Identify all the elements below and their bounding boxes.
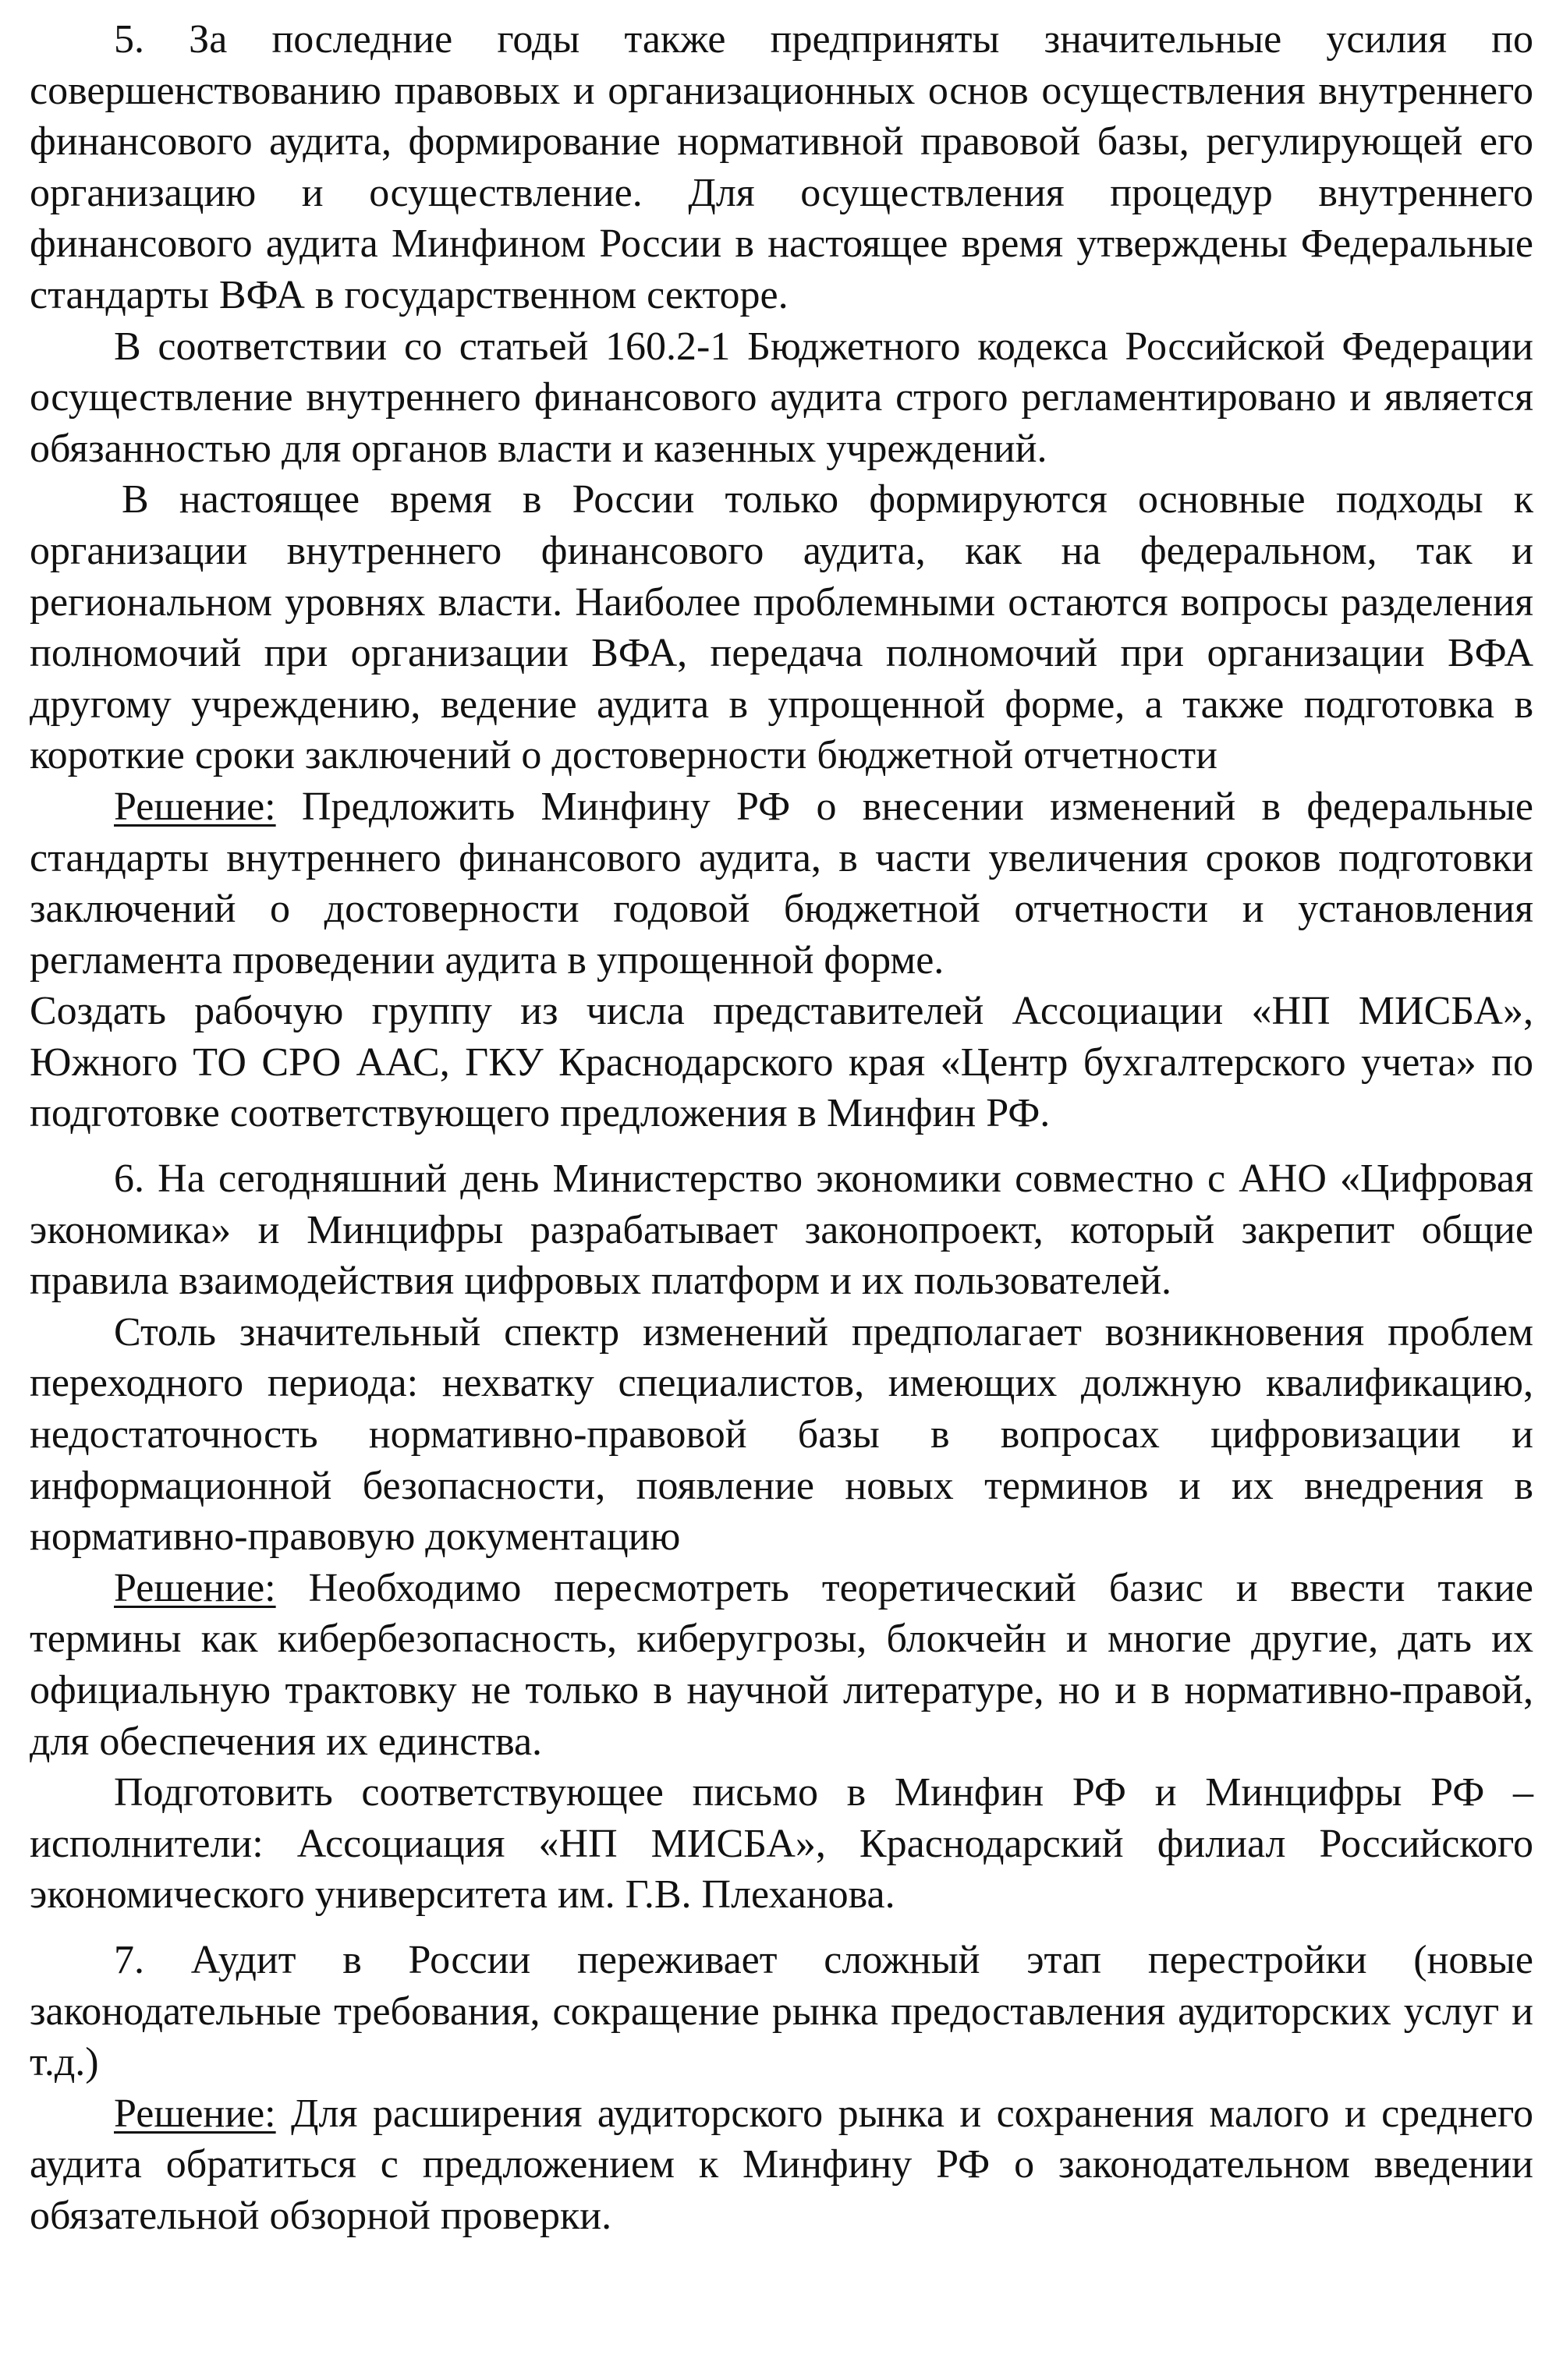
paragraph-letter-preparation: Подготовить соответствующее письмо в Минфин РФ и Минцифры РФ – исполнители: Ассоциация «НП МИСБА», Краснодарский филиал Российского экономического университета им. Г.В. Плеханова.	[30, 1770, 1533, 1918]
paragraph-solution-3	[30, 2088, 1533, 2242]
solution-text: Для расширения аудиторского рынка и сохранения малого и среднего аудита обратиться с предложением к Минфину РФ о законодательном введении обязательной обзорной проверки.	[30, 2091, 1533, 2238]
solution-label: Решение:	[114, 784, 276, 829]
paragraph-solution-2	[30, 1563, 1533, 1767]
paragraph-working-group: Создать рабочую группу из числа представителей Ассоциации «НП МИСБА», Южного ТО СРО ААС, ГКУ Краснодарского края «Центр бухгалтерского учета» по подготовке соответствующего предложения в Минфин РФ.	[30, 989, 1533, 1136]
paragraph-item-5: 5. За последние годы также предприняты значительные усилия по совершенствованию правовых и организационных основ осуществления внутреннего финансового аудита, формирование нормативной правовой базы, регулирующей его организацию и осуществление. Для осуществления процедур внутреннего финансового аудита Минфином России в настоящее время утверждены Федеральные стандарты ВФА в государственном секторе.	[30, 17, 1533, 317]
paragraph-item-7: 7. Аудит в России переживает сложный этап перестройки (новые законодательные требования, сокращение рынка предоставления аудиторских услуг и т.д.)	[30, 1937, 1533, 2085]
paragraph-solution-1	[30, 781, 1533, 986]
document-page	[30, 14, 1533, 2242]
solution-text: Необходимо пересмотреть теоретический базис и ввести такие термины как кибербезопасность, киберугрозы, блокчейн и многие другие, дать их официальную трактовку не только в научной литературе, но и в нормативно-правой, для обеспечения их единства.	[30, 1565, 1533, 1764]
paragraph-current-approaches: В настоящее время в России только формируются основные подходы к организации внутреннего финансового аудита, как на федеральном, так и региональном уровнях власти. Наиболее проблемными остаются вопросы разделения полномочий при организации ВФА, передача полномочий при организации ВФА другому учреждению, ведение аудита в упрощенной форме, а также подготовка в короткие сроки заключений о достоверности бюджетной отчетности	[30, 477, 1533, 778]
paragraph-transition-problems: Столь значительный спектр изменений предполагает возникновения проблем переходного периода: нехватку специалистов, имеющих должную квалификацию, недостаточность нормативно-правовой базы в вопросах цифровизации и информационной безопасности, появление новых терминов и их внедрения в нормативно-правовую документацию	[30, 1309, 1533, 1560]
solution-text: Предложить Минфину РФ о внесении изменений в федеральные стандарты внутреннего финансового аудита, в части увеличения сроков подготовки заключений о достоверности годовой бюджетной отчетности и установления регламента проведении аудита в упрощенной форме.	[30, 784, 1533, 983]
solution-label: Решение:	[114, 2091, 276, 2136]
solution-label: Решение:	[114, 1565, 276, 1610]
paragraph-budget-code: В соответствии со статьей 160.2-1 Бюджетного кодекса Российской Федерации осуществление внутреннего финансового аудита строго регламентировано и является обязанностью для органов власти и казенных учреждений.	[30, 324, 1533, 471]
paragraph-item-6: 6. На сегодняшний день Министерство экономики совместно с АНО «Цифровая экономика» и Минцифры разрабатывает законопроект, который закрепит общие правила взаимодействия цифровых платформ и их пользователей.	[30, 1156, 1533, 1304]
